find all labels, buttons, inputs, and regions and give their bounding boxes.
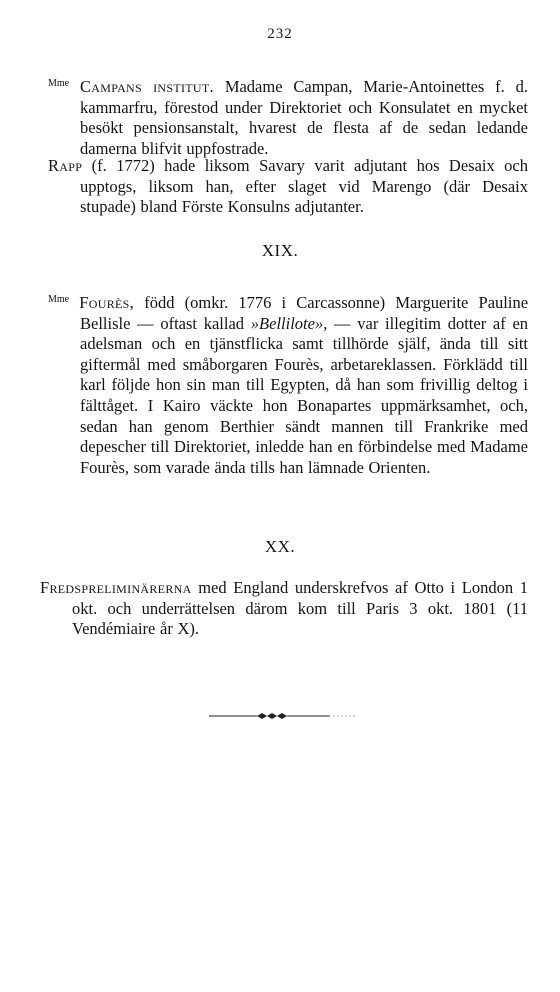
section-heading-xix: XIX.: [261, 241, 299, 260]
entry-rapp: [48, 156, 528, 218]
entry-name: Campans institut.: [79, 77, 214, 96]
entry-nickname: »Bellilote»: [250, 313, 324, 333]
entry-body-continued: , — var illegitim dotter af en adelsman och en tjänstflicka samt tillhörde själf, ända till sitt giftermål med småborgaren Fourès, arbetareklassen. Förklädd till karl följde hon sin man till Egypten, då han som frivillig deltog i fälttåget. I Kairo väckte hon Bonapartes uppmärksamhet, och, sedan han genom Berthier sändt mannen till Frankrike med depescher till Direktoriet, inledde han en förbindelse med Madame Fourès, som varade ända tills han lämnade Orienten.: [80, 313, 529, 477]
entry-foures: [48, 290, 528, 478]
entry-fredspreliminarerna: [40, 578, 528, 640]
entry-prefix: Mme: [48, 78, 70, 89]
entry-body: född (omkr. 1776 i Carcassonne) Marguerite Pauline Bellisle — oftast kallad: [80, 293, 529, 333]
entry-body: med England underskrefvos af Otto i London 1 okt. och underrättelsen därom kom till Paris 3 okt. 1801 (11 Vendémiaire år X).: [72, 578, 528, 639]
entry-body: Madame Campan, Marie-Antoinettes f. d. kammarfru, förestod under Direktoriet och Konsulatet en mycket besökt pensionsanstalt, hvarest de flesta af de sedan ledande damerna blifvit uppfostrade.: [80, 77, 529, 158]
entry-body: (f. 1772) hade liksom Savary varit adjutant hos Desaix och upptogs, liksom han, efter slaget vid Marengo (där Desaix stupade) bland Förste Konsulns adjutanter.: [80, 156, 528, 217]
entry-name: Rapp: [48, 156, 83, 175]
section-heading-xx: XX.: [264, 537, 296, 556]
ornament-diamond: [267, 713, 277, 719]
ornament-diamond: [277, 713, 287, 719]
entry-campans-institut: [48, 74, 528, 159]
page-number: 232: [267, 26, 293, 42]
ornament-diamond: [257, 713, 267, 719]
entry-name: Fourès,: [79, 293, 135, 312]
entry-prefix: Mme: [48, 294, 70, 305]
entry-name: Fredspreliminärerna: [40, 578, 192, 597]
end-ornament: [205, 710, 365, 722]
